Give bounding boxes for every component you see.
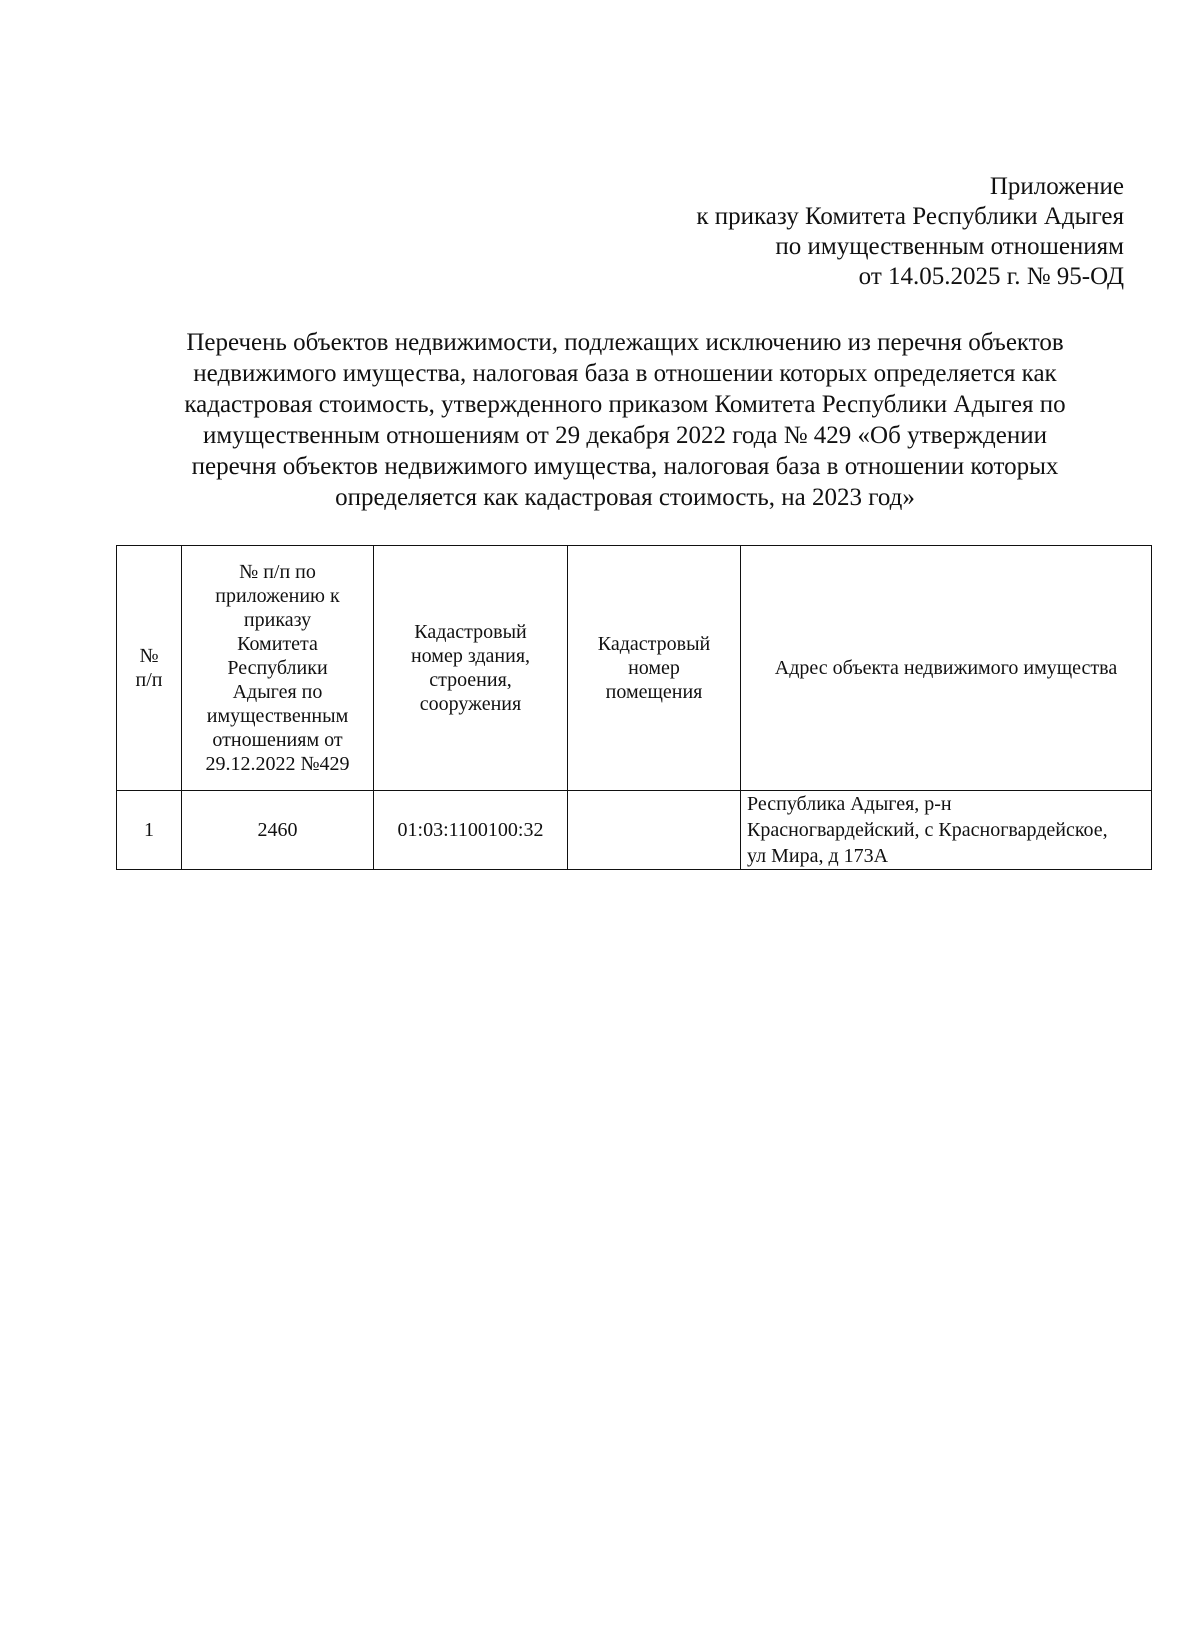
header-building-cadastral xyxy=(374,546,568,791)
address-line: Республика Адыгея, р-н xyxy=(747,793,952,815)
cell-num: 1 xyxy=(117,791,182,870)
header-ref-line: имущественным xyxy=(206,705,349,727)
cell-ref: 2460 xyxy=(182,791,374,870)
header-ref-line: 29.12.2022 №429 xyxy=(205,753,350,775)
appendix-line: Приложение xyxy=(989,173,1124,200)
title-line: перечня объектов недвижимого имущества, налоговая база в отношении которых xyxy=(191,453,1059,480)
header-building-line: Кадастровый xyxy=(414,621,527,643)
cell-building-cadastral: 01:03:1100100:32 xyxy=(374,791,568,870)
header-num-line: п/п xyxy=(135,669,163,691)
header-address: Адрес объекта недвижимого имущества xyxy=(741,546,1152,791)
header-building-line: сооружения xyxy=(419,693,522,715)
header-room-cadastral xyxy=(568,546,741,791)
table-row xyxy=(117,791,1152,870)
title-line: Перечень объектов недвижимости, подлежащих исключению из перечня объектов xyxy=(186,329,1064,356)
appendix-block xyxy=(696,172,1124,292)
address-line: Красногвардейский, с Красногвардейское, xyxy=(747,819,1108,841)
document-title xyxy=(130,327,1120,513)
header-ref-line: приложению к xyxy=(215,585,340,607)
header-num-line: № xyxy=(139,645,159,667)
header-room-line: помещения xyxy=(605,681,703,703)
header-building-line: номер здания, xyxy=(410,645,531,667)
cell-room-cadastral xyxy=(568,791,741,870)
header-building-line: строения, xyxy=(429,669,512,691)
title-line: определяется как кадастровая стоимость, на 2023 год» xyxy=(335,484,915,511)
header-room-line: Кадастровый xyxy=(597,633,711,655)
title-line: недвижимого имущества, налоговая база в отношении которых определяется как xyxy=(193,360,1057,387)
header-num xyxy=(117,546,182,791)
appendix-order-date: от 14.05.2025 г. № 95-ОД xyxy=(858,263,1124,290)
title-line: кадастровая стоимость, утвержденного приказом Комитета Республики Адыгея по xyxy=(184,391,1066,418)
title-line: имущественным отношениям от 29 декабря 2022 года № 429 «Об утверждении xyxy=(203,422,1047,449)
header-ref-line: отношениям от xyxy=(212,729,343,751)
header-ref xyxy=(182,546,374,791)
objects-table xyxy=(116,545,1152,870)
appendix-line: к приказу Комитета Республики Адыгея xyxy=(696,203,1124,230)
header-ref-line: Адыгея по xyxy=(232,681,323,703)
header-ref-line: Комитета xyxy=(237,633,318,655)
header-ref-line: № п/п по xyxy=(239,561,316,583)
address-line: ул Мира, д 173А xyxy=(747,845,889,867)
header-room-line: номер xyxy=(628,657,680,679)
appendix-line: по имущественным отношениям xyxy=(775,233,1124,260)
header-ref-line: приказу xyxy=(243,609,312,631)
cell-address xyxy=(741,791,1152,870)
table-header-row xyxy=(117,546,1152,791)
header-ref-line: Республики xyxy=(227,657,328,679)
